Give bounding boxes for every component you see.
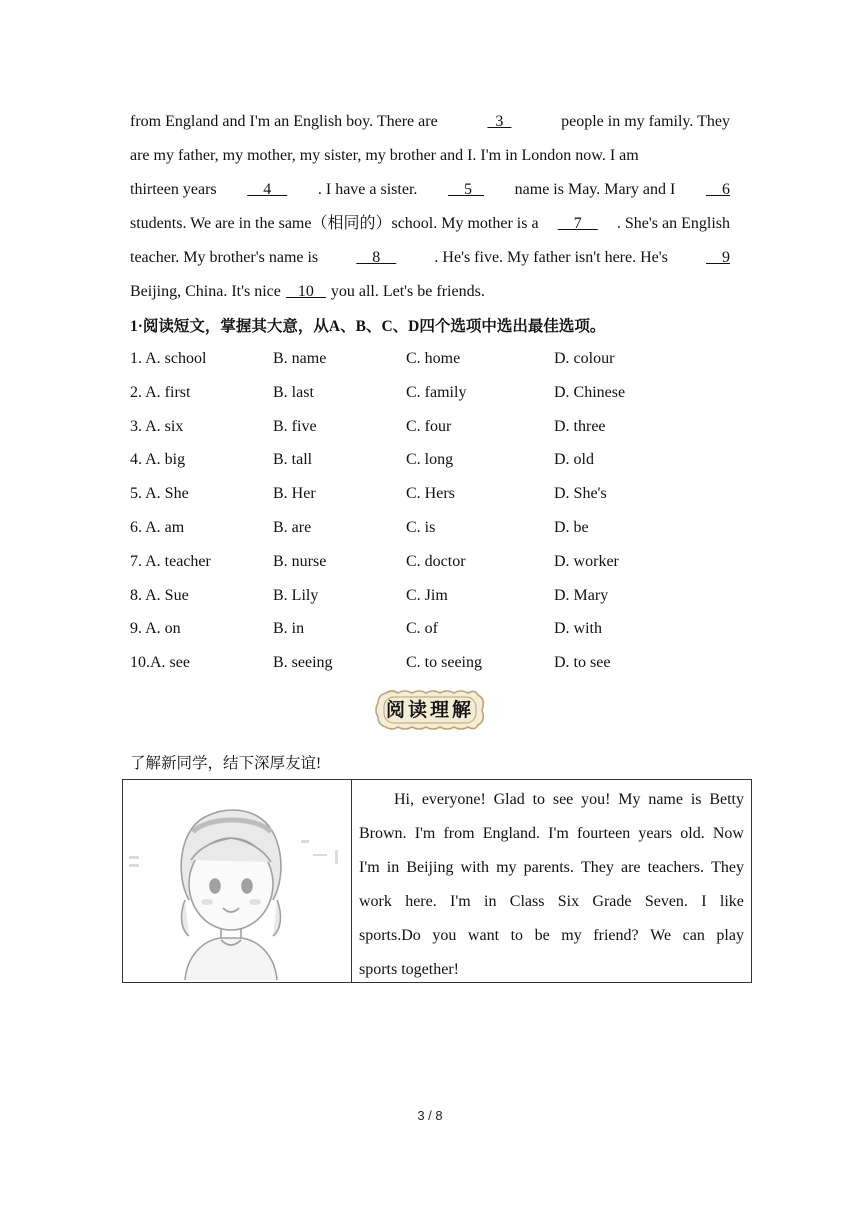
option-c: C. Hers	[406, 485, 455, 503]
option-a: 1. A. school	[130, 350, 207, 367]
option-b: B. in	[273, 620, 305, 638]
reading-line: Hi, everyone! Glad to see you! My name is Betty	[394, 791, 744, 808]
passage-line: thirteen years 4 . I have a sister. 5 name is May. Mary and I 6	[130, 173, 730, 207]
girl-illustration	[123, 780, 352, 982]
reading-intro: 了解新同学，结下深厚友谊!	[130, 755, 322, 772]
blank-5: 5	[448, 181, 485, 198]
option-a: 10.A. see	[130, 654, 190, 672]
blank-10: 10	[285, 283, 326, 300]
option-d: D. with	[554, 620, 602, 638]
option-c: C. to seeing	[406, 654, 482, 672]
option-b: B. seeing	[273, 654, 333, 672]
option-d: D. three	[554, 417, 606, 435]
option-row	[130, 479, 674, 513]
passage-line: teacher. My brother's name is 8 . He's five. My father isn't here. He's 9	[130, 241, 730, 275]
option-b: B. tall	[273, 451, 313, 469]
option-a: 8. A. Sue	[130, 586, 189, 604]
option-a: 2. A. first	[130, 383, 191, 401]
girl-portrait-icon	[123, 780, 351, 982]
option-row	[130, 614, 674, 648]
passage-line: students. We are in the same（相同的）school. My mother is a 7 . She's an English	[130, 207, 730, 241]
option-b: B. Her	[273, 485, 316, 503]
option-b: B. last	[273, 383, 314, 401]
reading-table	[122, 779, 752, 983]
blank-6: 6	[705, 181, 730, 198]
page-number: 3 / 8	[417, 1108, 443, 1123]
blank-8: 8	[356, 249, 397, 266]
option-d: D. worker	[554, 552, 619, 570]
option-c: C. of	[406, 620, 438, 638]
option-row	[130, 581, 674, 615]
reading-line: work here. I'm in Class Six Grade Seven. I like	[359, 893, 744, 910]
option-b: B. Lily	[273, 586, 319, 604]
option-row	[130, 445, 674, 479]
option-b: B. nurse	[273, 552, 327, 570]
option-c: C. doctor	[406, 552, 466, 570]
section-banner	[372, 689, 488, 731]
option-row	[130, 344, 674, 378]
option-a: 3. A. six	[130, 417, 184, 435]
passage-line: are my father, my mother, my sister, my brother and I. I'm in London now. I am	[130, 147, 639, 164]
blank-4: 4	[247, 181, 288, 198]
option-row	[130, 378, 674, 412]
option-d: D. be	[554, 518, 589, 536]
option-d: D. colour	[554, 350, 615, 367]
banner-title: 阅读理解	[385, 699, 474, 721]
reading-passage	[352, 780, 751, 982]
option-c: C. Jim	[406, 586, 448, 604]
option-c: C. family	[406, 383, 467, 401]
option-a: 6. A. am	[130, 518, 185, 536]
passage-line: Beijing, China. It's nice 10 you all. Let's be friends.	[130, 275, 730, 309]
option-row	[130, 513, 674, 547]
option-a: 9. A. on	[130, 620, 181, 638]
option-c: C. four	[406, 417, 452, 435]
reading-line: Brown. I'm from England. I'm fourteen years old. Now	[359, 825, 744, 842]
option-d: D. old	[554, 451, 594, 469]
question-instruction: 1·阅读短文，掌握其大意，从A、B、C、D四个选项中选出最佳选项。	[130, 318, 606, 335]
option-c: C. is	[406, 518, 436, 536]
option-c: C. home	[406, 350, 461, 367]
option-d: D. Chinese	[554, 383, 626, 401]
option-a: 5. A. She	[130, 485, 189, 503]
option-d: D. to see	[554, 654, 611, 672]
blank-9: 9	[706, 249, 730, 266]
option-d: D. She's	[554, 485, 607, 503]
option-b: B. name	[273, 350, 327, 367]
option-row	[130, 412, 674, 446]
reading-line: sports.Do you want to be my friend? We can play	[359, 927, 744, 944]
reading-line: I'm in Beijing with my parents. They are teachers. They	[359, 859, 744, 876]
blank-3: 3	[487, 113, 512, 130]
option-c: C. long	[406, 451, 454, 469]
option-row	[130, 648, 674, 682]
option-a: 4. A. big	[130, 451, 186, 469]
passage-line: from England and I'm an English boy. There are 3 people in my family. They	[130, 105, 730, 139]
option-b: B. five	[273, 417, 317, 435]
blank-7: 7	[557, 215, 598, 232]
option-row	[130, 547, 674, 581]
option-a: 7. A. teacher	[130, 552, 211, 570]
option-d: D. Mary	[554, 586, 609, 604]
options-list	[130, 344, 674, 682]
option-b: B. are	[273, 518, 312, 536]
reading-line: sports together!	[359, 961, 459, 978]
cloze-passage	[130, 105, 730, 309]
